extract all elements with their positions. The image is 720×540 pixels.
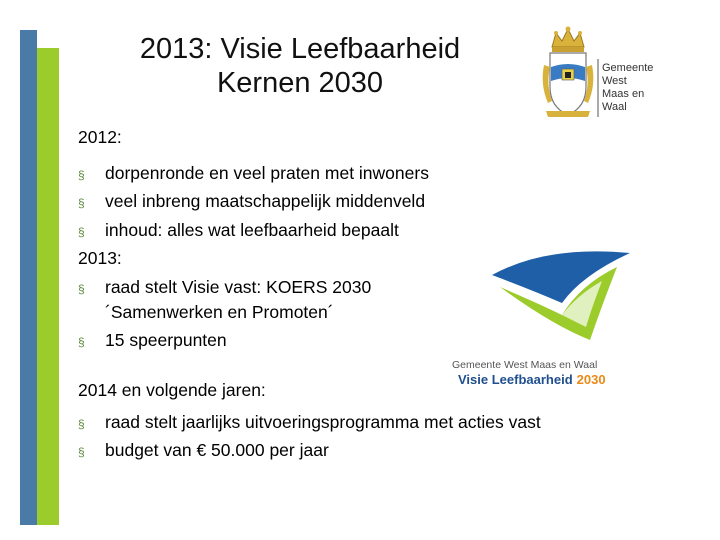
list-item bbox=[78, 220, 399, 241]
title-line-1: 2013: Visie Leefbaarheid bbox=[139, 33, 461, 65]
list-item-text: budget van € 50.000 per jaar bbox=[105, 440, 329, 460]
list-item-continuation: ´Samenwerken en Promoten´ bbox=[105, 302, 334, 322]
bullet-icon: § bbox=[78, 282, 85, 296]
logo-line-3: Maas en bbox=[602, 88, 645, 100]
bullet-icon: § bbox=[78, 225, 85, 239]
visie-logo-subtitle: Gemeente West Maas en Waal bbox=[452, 359, 598, 371]
title-line-2: Kernen 2030 bbox=[216, 67, 384, 100]
list-item-text: inhoud: alles wat leefbaarheid bepaalt bbox=[105, 220, 399, 240]
decorative-bar-blue bbox=[20, 30, 37, 525]
list-item bbox=[78, 330, 227, 351]
list-item-text: raad stelt Visie vast: KOERS 2030 bbox=[105, 277, 372, 297]
list-item bbox=[78, 163, 429, 184]
municipality-logo bbox=[540, 25, 680, 131]
heading-2013: 2013: bbox=[78, 248, 122, 268]
bullet-icon: § bbox=[78, 196, 85, 210]
visie-logo-title: Visie Leefbaarheid 2030 bbox=[458, 372, 606, 387]
bullet-icon: § bbox=[78, 417, 85, 431]
list-item bbox=[78, 191, 425, 212]
visie-leefbaarheid-logo bbox=[452, 245, 637, 390]
heading-2014: 2014 en volgende jaren: bbox=[78, 380, 266, 400]
list-item-text: dorpenronde en veel praten met inwoners bbox=[105, 163, 429, 183]
slide-title bbox=[100, 32, 500, 100]
bullet-icon: § bbox=[78, 335, 85, 349]
list-item bbox=[78, 440, 329, 461]
bullet-icon: § bbox=[78, 168, 85, 182]
swoosh-icon bbox=[492, 251, 630, 340]
logo-line-2: West bbox=[602, 75, 627, 87]
list-item-text: veel inbreng maatschappelijk middenveld bbox=[105, 191, 426, 211]
bullet-icon: § bbox=[78, 445, 85, 459]
heading-2012: 2012: bbox=[78, 127, 122, 147]
list-item bbox=[78, 412, 541, 433]
list-item bbox=[78, 277, 371, 298]
list-item-text: 15 speerpunten bbox=[105, 330, 227, 350]
list-item-text: raad stelt jaarlijks uitvoeringsprogramma met acties vast bbox=[105, 412, 541, 432]
decorative-bar-green bbox=[37, 48, 59, 525]
coat-of-arms-icon bbox=[543, 27, 594, 118]
logo-line-1: Gemeente bbox=[602, 62, 654, 74]
logo-line-4: Waal bbox=[602, 101, 627, 113]
